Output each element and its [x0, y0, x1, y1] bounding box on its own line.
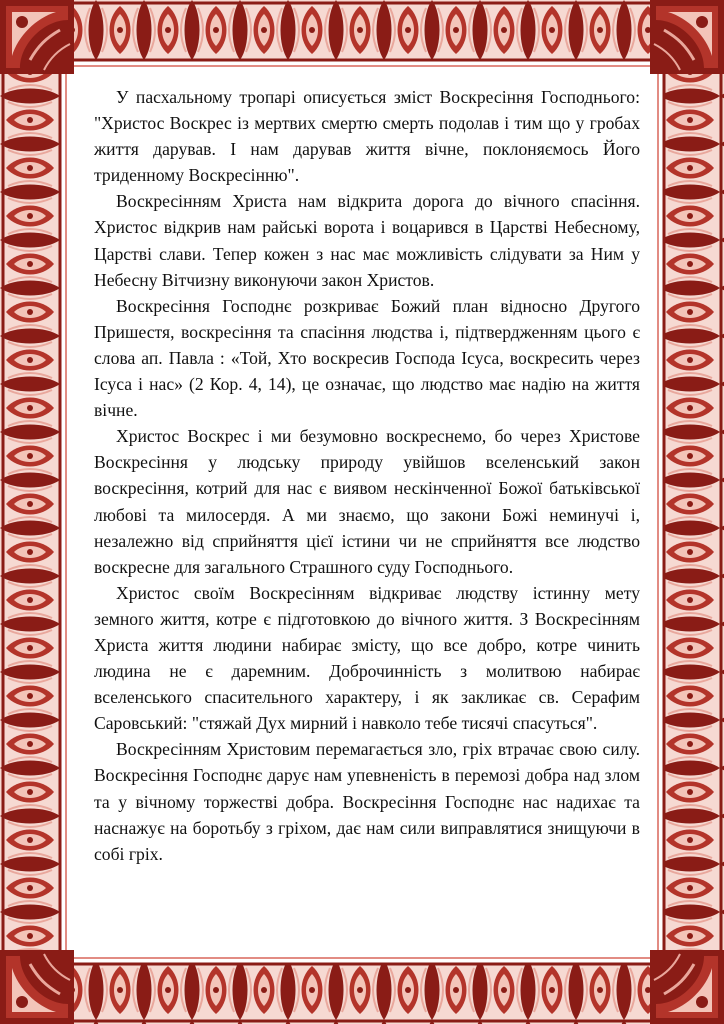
border-top	[0, 0, 724, 60]
border-left	[0, 0, 60, 1024]
paragraph-4: Христос Воскрес і ми безумовно воскреснемо, бо через Христове Воскресіння у людську природу увійшов вселенський закон воскресіння, котрий для нас є виявом нескінченної Божої батьківської любові та милосердя. А ми знаємо, що закони Божі неминучі і, незалежно від сприйняття цієї істини чи не сприйняття все людство воскресне для загального Страшного суду Господнього.	[94, 426, 640, 577]
paragraph-3: Воскресіння Господнє розкриває Божий план відносно Другого Пришестя, воскресіння та спасіння людства і, підтвердженням цього є слова ап. Павла : «Той, Хто воскресив Господа Ісуса, воскресить через Ісуса і нас» (2 Кор. 4, 14), це означає, що людство має надію на життя вічне.	[94, 295, 640, 421]
paragraph-6: Воскресінням Христовим перемагається зло, гріх втрачає свою силу. Воскресіння Господнє дарує нам упевненість в перемозі добра над злом та у вічному торжестві добра. Воскресіння Господнє нас надихає та наснажує на боротьбу з гріхом, дає нам сили виправлятися знищуючи в собі гріх.	[94, 739, 640, 864]
paragraph-2: Воскресінням Христа нам відкрита дорога до вічного спасіння. Христос відкрив нам райські ворота і воцарився в Царстві Небесному, Царстві слави. Тепер кожен з нас має можливість слідувати за Ним у Небесну Вітчизну виконуючи закон Христов.	[94, 191, 640, 290]
border-right	[664, 0, 724, 1024]
paragraph-5: Христос своїм Воскресінням відкриває людству істинну мету земного життя, котре є підготовкою до вічного життя. З Воскресінням Христа життя людини набирає змісту, що все добро, котре чинить людина не є даремним. Доброчинність з молитвою набирає вселенського спасительного характеру, і як закликає св. Серафим Саровський: "стяжай Дух мирний і навколо тебе тисячі спасуться".	[94, 582, 640, 734]
border-bottom	[0, 964, 724, 1024]
paragraph-1: У пасхальному тропарі описується зміст Воскресіння Господнього: "Христос Воскрес із мертвих смертю смерть подолав і тим що у гробах життя дарував. І нам дарував життя вічне, поклоняємось Його триденному Воскресінню".	[94, 87, 640, 186]
document-body	[94, 84, 640, 934]
